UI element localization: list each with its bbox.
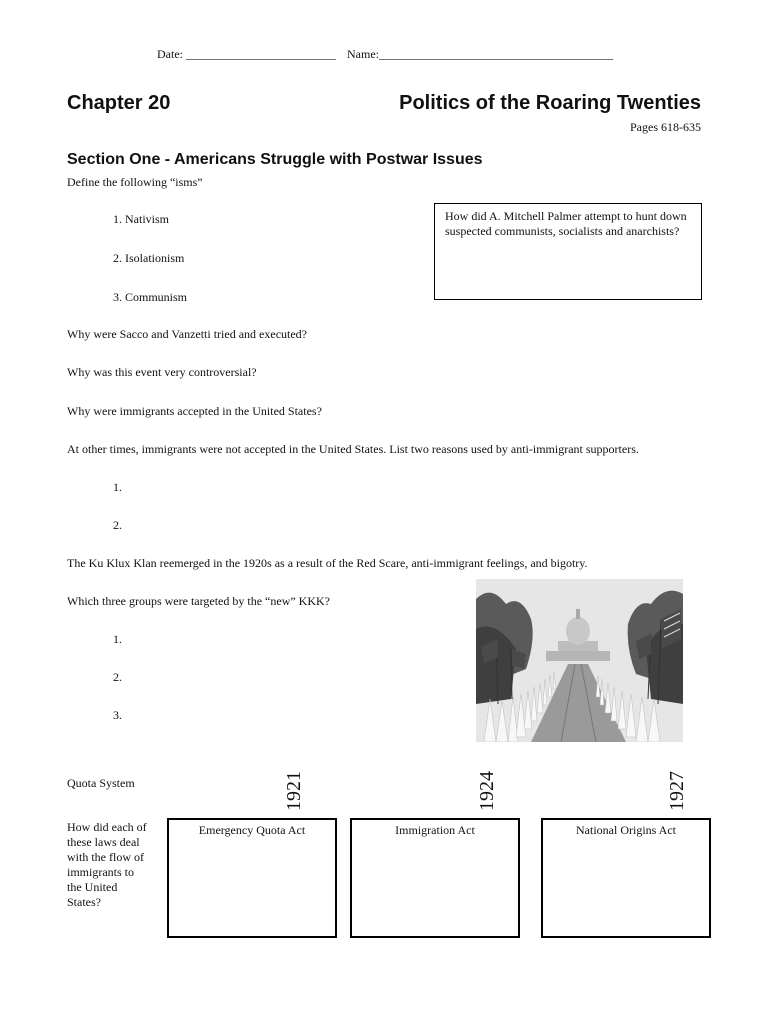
palmer-question-text: How did A. Mitchell Palmer attempt to hunt down suspected communists, socialists and anarchists?: [445, 209, 687, 238]
ism-item-nativism: 1. Nativism: [113, 212, 169, 226]
group-number: 1.: [113, 632, 122, 646]
year-1921: 1921: [283, 771, 305, 811]
kkk-groups-question: Which three groups were targeted by the “new” KKK?: [67, 594, 331, 608]
ism-item-isolationism: 2. Isolationism: [113, 251, 185, 265]
kkk-statement: The Ku Klux Klan reemerged in the 1920s as a result of the Red Scare, anti-immigrant feelings, and bigotry.: [67, 556, 588, 570]
define-prompt: Define the following “isms”: [67, 175, 203, 189]
date-field: Date: _________________________: [157, 47, 336, 61]
group-number: 3.: [113, 708, 122, 722]
reason-number: 2.: [113, 518, 122, 532]
quota-system-label: Quota System: [67, 776, 135, 790]
national-origins-act-box: [541, 818, 711, 938]
palmer-question-box: [434, 203, 702, 300]
ism-item-communism: 3. Communism: [113, 290, 188, 304]
emergency-quota-act-box: [167, 818, 337, 938]
anti-immigrant-question: At other times, immigrants were not accepted in the United States. List two reasons used by anti-immigrant supporters.: [67, 442, 639, 456]
reason-number: 1.: [113, 480, 122, 494]
year-1927: 1927: [666, 771, 688, 811]
flow-question: How did each of these laws deal with the flow of immigrants to the United States?: [67, 820, 147, 909]
sacco-vanzetti-question: Why were Sacco and Vanzetti tried and executed?: [67, 327, 307, 341]
year-1924: 1924: [476, 771, 498, 811]
immigration-act-box: [350, 818, 520, 938]
law-name: National Origins Act: [576, 823, 676, 837]
group-number: 2.: [113, 670, 122, 684]
name-field: Name:_______________________________________: [347, 47, 613, 61]
law-name: Emergency Quota Act: [198, 823, 306, 837]
chapter-heading: Chapter 20: [67, 92, 171, 114]
law-name: Immigration Act: [395, 823, 475, 837]
kkk-march-photo: [476, 579, 683, 742]
immigrants-accepted-question: Why were immigrants accepted in the United States?: [67, 404, 322, 418]
pages-reference: Pages 618-635: [630, 120, 701, 134]
page-title: Politics of the Roaring Twenties: [399, 92, 701, 114]
controversial-question: Why was this event very controversial?: [67, 365, 257, 379]
section-title: Section One - Americans Struggle with Postwar Issues: [67, 151, 483, 168]
